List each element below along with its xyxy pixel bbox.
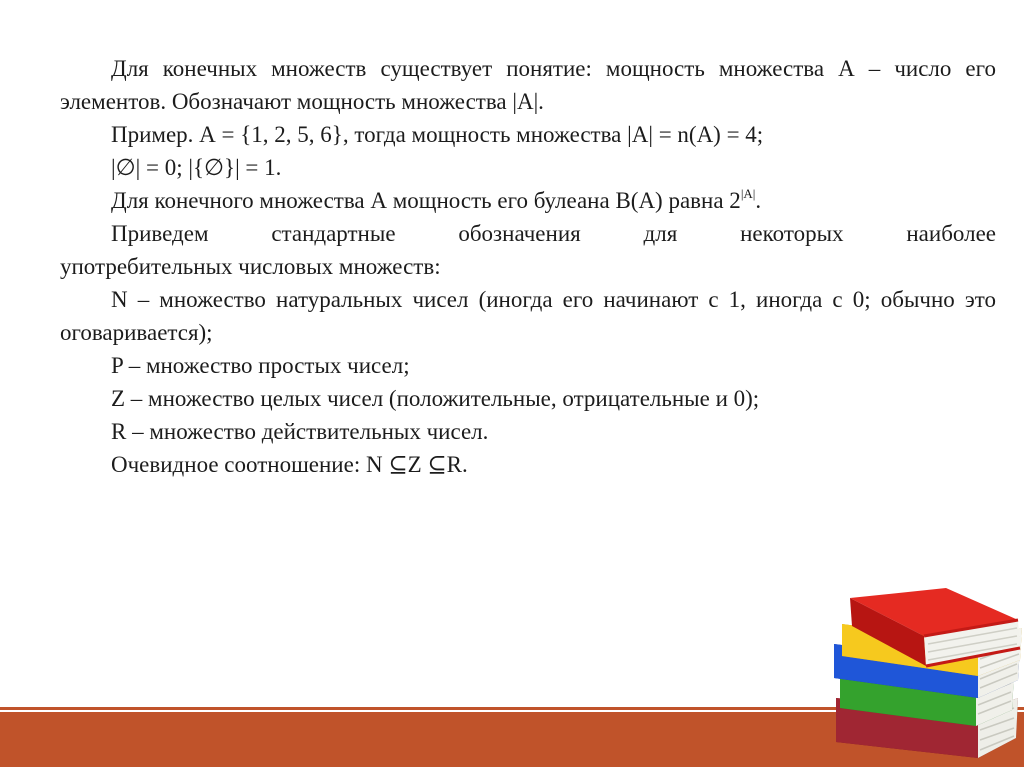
books-icon: [828, 580, 1024, 767]
paragraph-boolean: [60, 184, 996, 217]
boolean-text: Для конечного множества А мощность его булеана B(А) равна 2: [111, 188, 741, 213]
paragraph-relation: Очевидное соотношение: N ⊆Z ⊆R.: [111, 452, 468, 477]
boolean-end: .: [755, 188, 762, 213]
slide-text: [60, 52, 996, 481]
paragraph-naturals: N – множество натуральных чисел (иногда его начинают с 1, иногда с 0; обычно это оговаривается);: [60, 287, 996, 345]
paragraph-integers: Z – множество целых чисел (положительные, отрицательные и 0);: [111, 386, 760, 411]
paragraph-notation-intro-line1: Приведем стандартные обозначения для некоторых наиболее: [111, 221, 996, 246]
paragraph-cardinality-definition: Для конечных множеств существует понятие: мощность множества А – число его элементов. Обозначают мощность множества |А|.: [60, 56, 996, 114]
paragraph-example: Пример. А = {1, 2, 5, 6}, тогда мощность множества |А| = n(А) = 4;: [111, 122, 764, 147]
paragraph-empty-set: |∅| = 0; |{∅}| = 1.: [111, 155, 282, 180]
paragraph-notation-intro-line2: употребительных числовых множеств:: [60, 254, 441, 279]
boolean-exponent: |А|: [740, 186, 756, 201]
paragraph-reals: R – множество действительных чисел.: [111, 419, 489, 444]
paragraph-primes: P – множество простых чисел;: [111, 353, 410, 378]
